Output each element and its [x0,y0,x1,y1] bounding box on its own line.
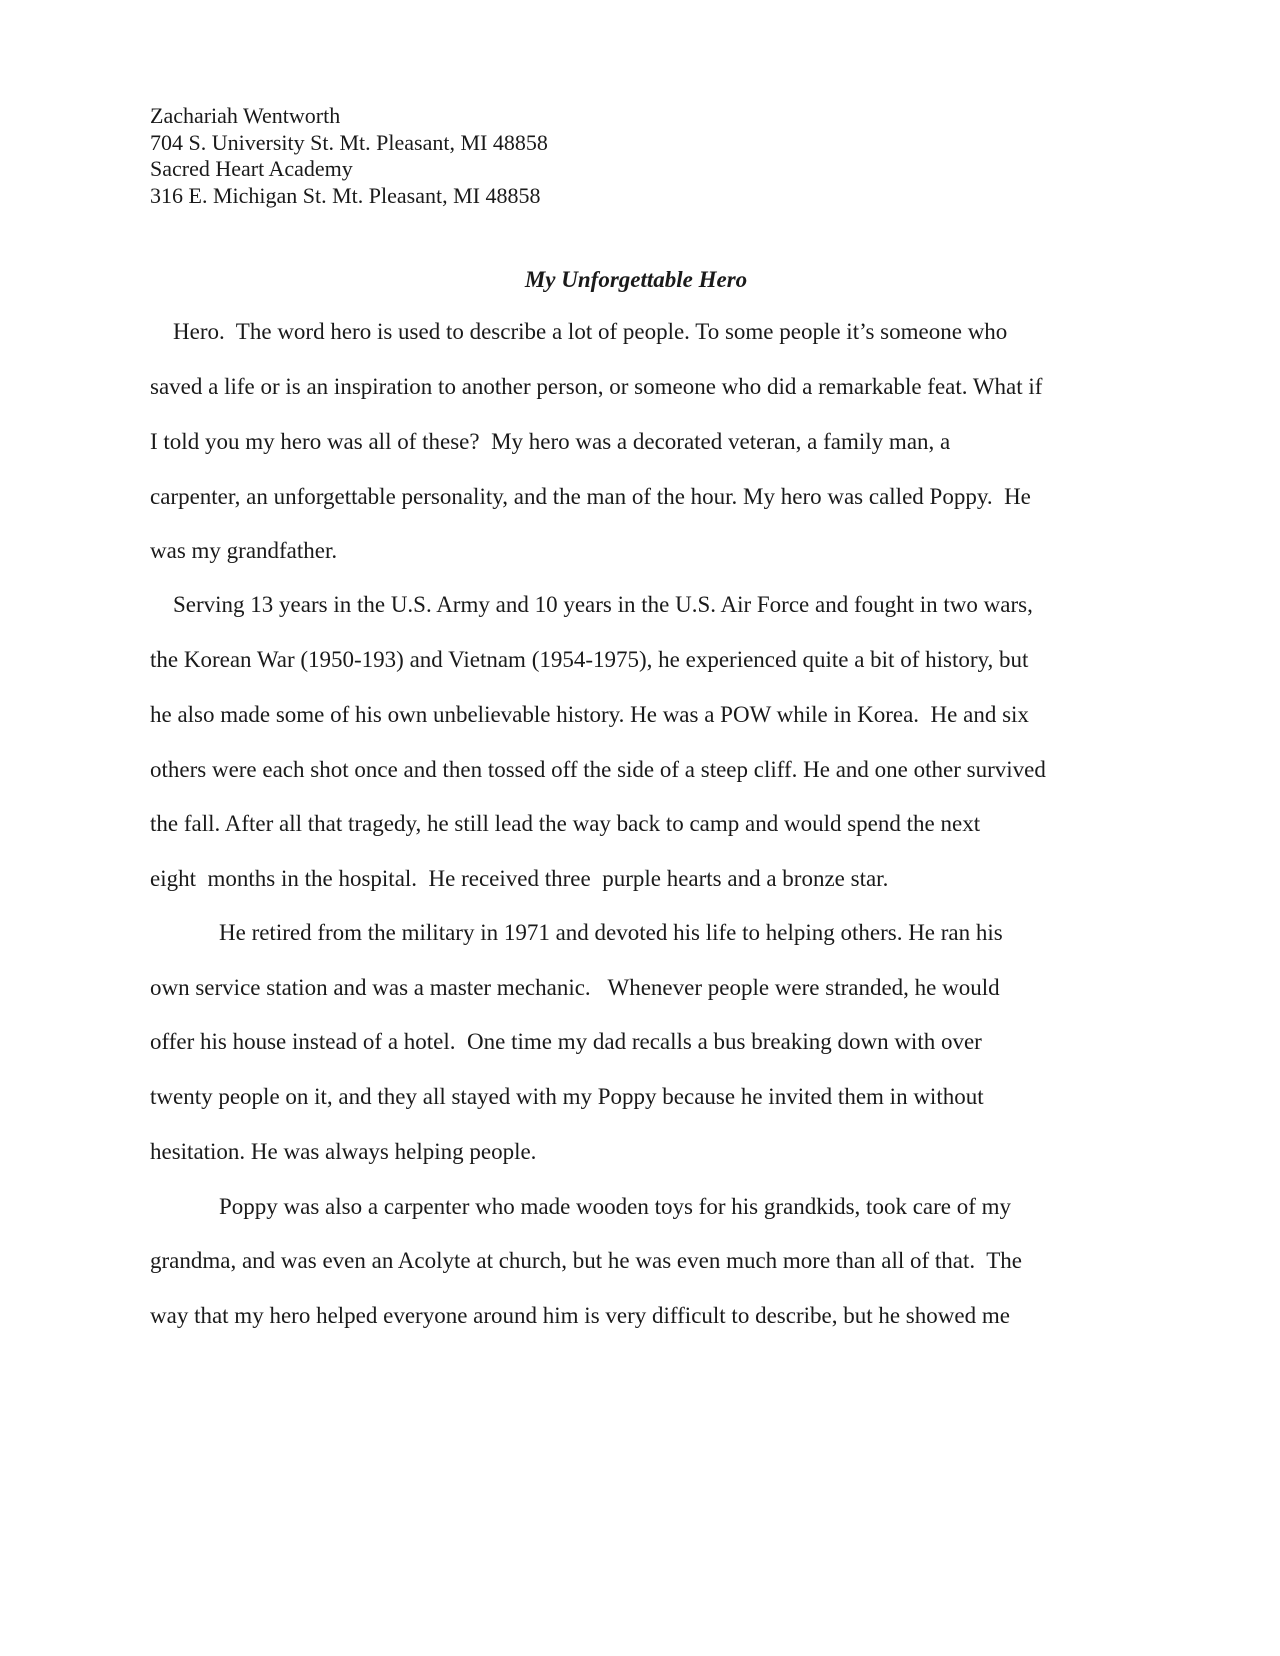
essay-title: My Unforgettable Hero [524,267,748,292]
text-line: hesitation. He was always helping people. [150,1139,537,1164]
school-address: 316 E. Michigan St. Mt. Pleasant, MI 48858 [150,182,541,208]
text-line: Poppy was also a carpenter who made wooden toys for his grandkids, took care of my [150,1194,1012,1219]
text-line: Serving 13 years in the U.S. Army and 10 years in the U.S. Air Force and fought in two wars, [150,592,1033,617]
text-line: he also made some of his own unbelievable history. He was a POW while in Korea. He and six [150,702,1029,727]
author-address: 704 S. University St. Mt. Pleasant, MI 48858 [150,129,548,155]
author-name: Zachariah Wentworth [150,103,341,128]
text-line: saved a life or is an inspiration to another person, or someone who did a remarkable feat. What if [150,374,1043,399]
text-line: He retired from the military in 1971 and devoted his life to helping others. He ran his [150,920,1003,945]
text-line: was my grandfather. [150,538,338,563]
text-line: own service station and was a master mechanic. Whenever people were stranded, he would [150,975,1000,1000]
text-line: the Korean War (1950-193) and Vietnam (1954-1975), he experienced quite a bit of history, but [150,647,1029,672]
text-line: grandma, and was even an Acolyte at church, but he was even much more than all of that. The [150,1248,1023,1273]
text-line: offer his house instead of a hotel. One time my dad recalls a bus breaking down with over [150,1029,982,1054]
letter-header [150,103,548,209]
text-line: way that my hero helped everyone around him is very difficult to describe, but he showed me [150,1303,1010,1328]
text-line: I told you my hero was all of these? My hero was a decorated veteran, a family man, a [150,429,951,454]
text-line: twenty people on it, and they all stayed with my Poppy because he invited them in without [150,1084,984,1109]
text-line: others were each shot once and then tossed off the side of a steep cliff. He and one other survived [150,757,1046,782]
school-name: Sacred Heart Academy [150,156,353,181]
text-line: carpenter, an unforgettable personality, and the man of the hour. My hero was called Poppy. He [150,484,1031,509]
text-line: the fall. After all that tragedy, he still lead the way back to camp and would spend the next [150,811,981,836]
text-line: Hero. The word hero is used to describe a lot of people. To some people it’s someone who [150,319,1008,344]
text-line: eight months in the hospital. He received three purple hearts and a bronze star. [150,866,889,891]
